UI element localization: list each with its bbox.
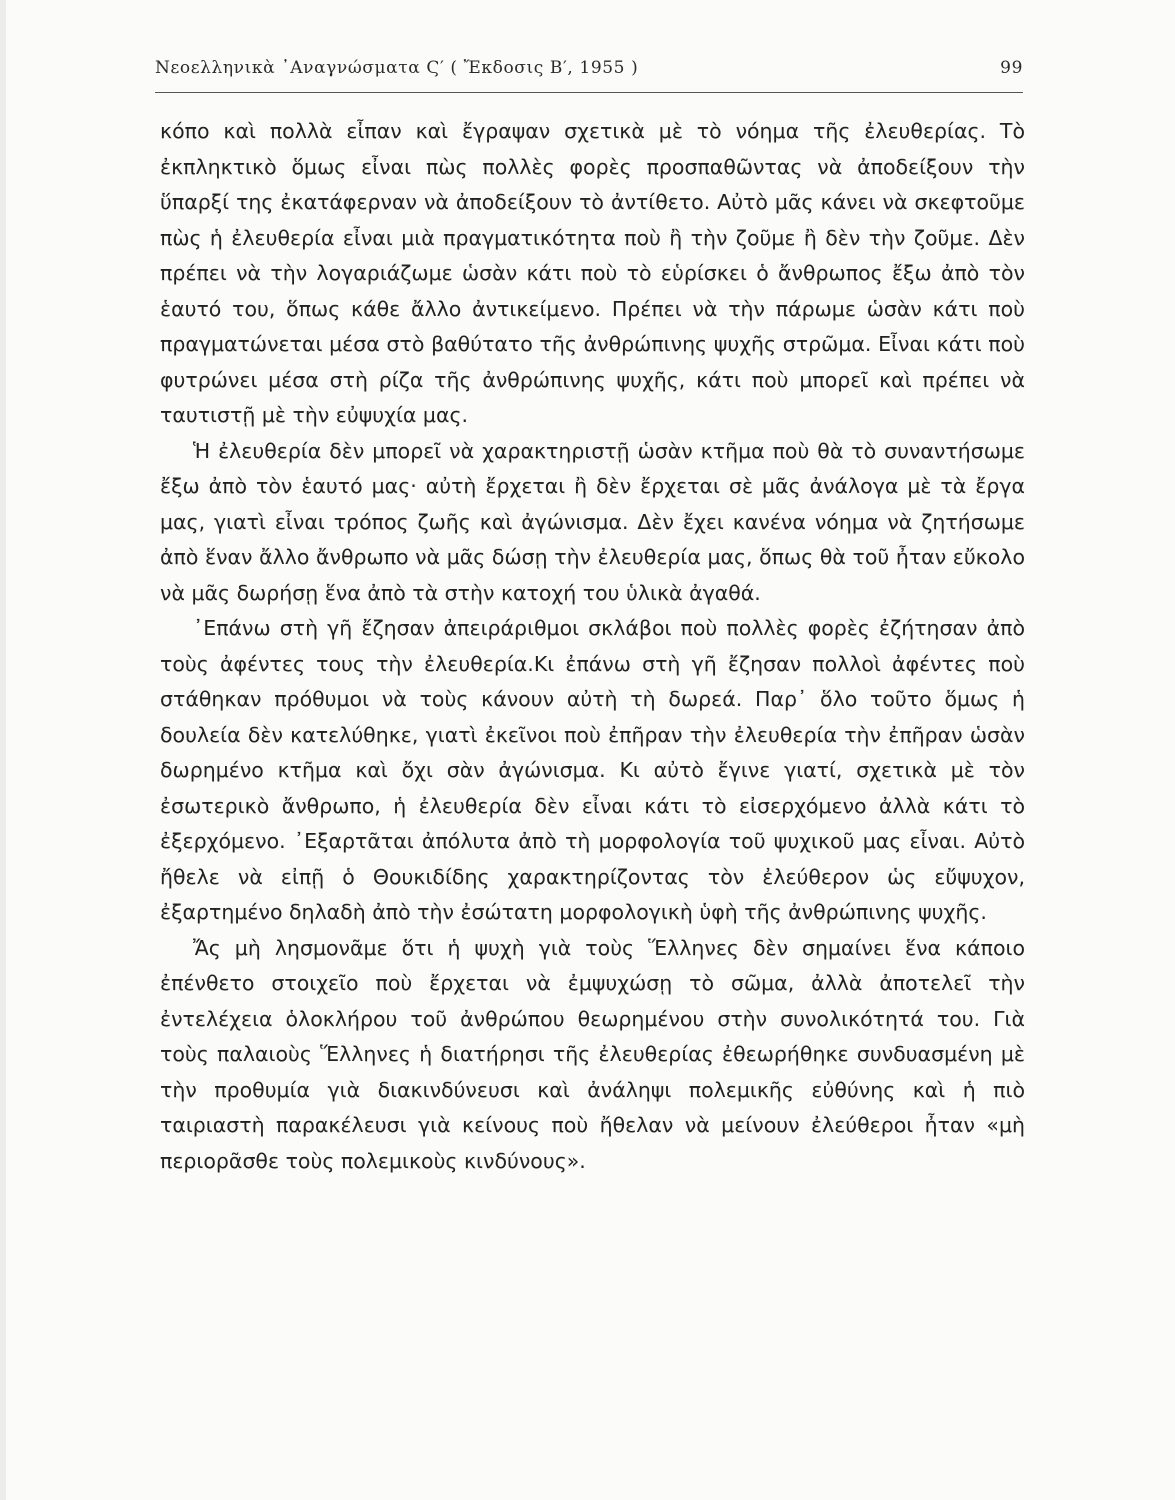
page-edge — [0, 0, 6, 1500]
header-rule — [155, 92, 1023, 93]
paragraph: Ἄς μὴ λησμονᾶμε ὅτι ἡ ψυχὴ γιὰ τοὺς Ἕλληνες δὲν σημαίνει ἕνα κάποιο ἐπένθετο στοιχεῖο ποὺ ἔρχεται νὰ ἐμψυχώσῃ τὸ σῶμα, ἀλλὰ ἀποτελεῖ τὴν ἐντελέχεια ὁλοκλήρου τοῦ ἀνθρώπου θεωρημένου στὴν συνολικότητά του. Γιὰ τοὺς παλαιοὺς Ἕλληνες ἡ διατήρησι τῆς ἐλευθερίας ἐθεωρήθηκε συνδυασμένη μὲ τὴν προθυμία γιὰ διακινδύνευσι καὶ ἀνάληψι πολεμικῆς εὐθύνης καὶ ἡ πιὸ ταιριαστὴ παρακέλευσι γιὰ κείνους ποὺ ἤθελαν νὰ μείνουν ἐλεύθεροι ἦταν «μὴ περιορᾶσθε τοὺς πολεμικοὺς κινδύνους». — [160, 935, 1025, 1173]
running-head — [155, 58, 1023, 86]
page-number: 99 — [1000, 58, 1023, 78]
paragraph: ᾿Επάνω στὴ γῆ ἔζησαν ἀπειράριθμοι σκλάβοι ποὺ πολλὲς φορὲς ἐζήτησαν ἀπὸ τοὺς ἀφέντες τους τὴν ἐλευθερία.Κι ἐπάνω στὴ γῆ ἔζησαν πολλοὶ ἀφέντες ποὺ στάθηκαν πρόθυμοι νὰ τοὺς κάνουν αὐτὴ τὴ δωρεά. Παρ᾿ ὅλο τοῦτο ὅμως ἡ δουλεία δὲν κατελύθηκε, γιατὶ ἐκεῖνοι ποὺ ἐπῆραν τὴν ἐλευθερία τὴν ἐπῆραν ὡσὰν δωρημένο κτῆμα καὶ ὄχι σὰν ἀγώνισμα. Κι αὐτὸ ἔγινε γιατί, σχετικὰ μὲ τὸν ἐσωτερικὸ ἄνθρωπο, ἡ ἐλευθερία δὲν εἶναι κάτι τὸ εἰσερχόμενο ἀλλὰ κάτι τὸ ἐξερχόμενο. ᾿Εξαρτᾶται ἀπόλυτα ἀπὸ τὴ μορφολογία τοῦ ψυχικοῦ μας εἶναι. Αὐτὸ ἤθελε νὰ εἰπῇ ὁ Θουκιδίδης χαρακτηρίζοντας τὸν ἐλεύθερον ὡς εὔψυχον, ἐξαρτημένο δηλαδὴ ἀπὸ τὴν ἐσώτατη μορφολογικὴ ὑφὴ τῆς ἀνθρώπινης ψυχῆς. — [160, 616, 1025, 924]
paragraph-continuation: κόπο καὶ πολλὰ εἶπαν καὶ ἔγραψαν σχετικὰ μὲ τὸ νόημα τῆς ἐλευθερίας. Τὸ ἐκπληκτικὸ ὅμως εἶναι πὼς πολλὲς φορὲς προσπαθῶντας νὰ ἀποδείξουν τὴν ὕπαρξί της ἐκατάφερναν νὰ ἀποδείξουν τὸ ἀντίθετο. Αὐτὸ μᾶς κάνει νὰ σκεφτοῦμε πὼς ἡ ἐλευθερία εἶναι μιὰ πραγματικότητα ποὺ ἢ τὴν ζοῦμε ἢ δὲν τὴν ζοῦμε. Δὲν πρέπει νὰ τὴν λογαριάζωμε ὡσὰν κάτι ποὺ τὸ εὑρίσκει ὁ ἄνθρωπος ἔξω ἀπὸ τὸν ἑαυτό του, ὅπως κάθε ἄλλο ἀντικείμενο. Πρέπει νὰ τὴν πάρωμε ὡσὰν κάτι ποὺ πραγματώνεται μέσα στὸ βαθύτατο τῆς ἀνθρώπινης ψυχῆς στρῶμα. Εἶναι κάτι ποὺ φυτρώνει μέσα στὴ ρίζα τῆς ἀνθρώπινης ψυχῆς, κάτι ποὺ μπορεῖ καὶ πρέπει νὰ ταυτιστῇ μὲ τὴν εὐψυχία μας. — [160, 119, 1025, 427]
body-text — [160, 114, 1025, 1179]
paragraph: Ἡ ἐλευθερία δὲν μπορεῖ νὰ χαρακτηριστῇ ὡσὰν κτῆμα ποὺ θὰ τὸ συναντήσωμε ἔξω ἀπὸ τὸν ἑαυτό μας· αὐτὴ ἔρχεται ἢ δὲν ἔρχεται σὲ μᾶς ἀνάλογα μὲ τὰ ἔργα μας, γιατὶ εἶναι τρόπος ζωῆς καὶ ἀγώνισμα. Δὲν ἔχει κανένα νόημα νὰ ζητήσωμε ἀπὸ ἕναν ἄλλο ἄνθρωπο νὰ μᾶς δώσῃ τὴν ἐλευθερία μας, ὅπως θὰ τοῦ ἦταν εὔκολο νὰ μᾶς δωρήσῃ ἕνα ἀπὸ τὰ στὴν κατοχή του ὑλικὰ ἀγαθά. — [160, 438, 1025, 605]
running-head-title: Νεοελληνικὰ ᾿Αναγνώσματα Ϛ′ ( Ἔκδοσις Β′, 1955 ) — [155, 58, 639, 78]
